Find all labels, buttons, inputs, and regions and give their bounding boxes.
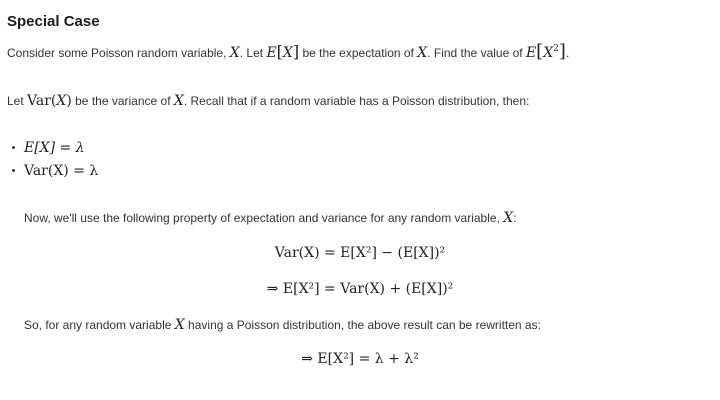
poisson-properties-list (12, 138, 98, 184)
bullet-icon (12, 146, 15, 149)
property-paragraph (24, 209, 517, 227)
math-x: X (229, 45, 240, 61)
question-paragraph (7, 40, 569, 62)
bullet-equation: E[X] = λ (24, 140, 85, 156)
question-text-1: Consider some Poisson random variable, (7, 46, 230, 60)
property-text-2: : (513, 211, 517, 225)
variance-text-3: . Recall that if a random variable has a Poisson distribution, then: (183, 94, 530, 108)
variance-text-2: be the variance of (71, 94, 174, 108)
conclusion-text-2: having a Poisson distribution, the above result can be rewritten as: (184, 318, 541, 332)
variance-text-1: Let (7, 94, 28, 108)
bullet-equation: Var(X) = λ (24, 163, 99, 179)
list-item (12, 138, 98, 161)
question-text-3: be the expectation of (299, 46, 418, 60)
bullet-icon (12, 169, 15, 172)
section-heading: Special Case (7, 13, 100, 30)
property-text-1: Now, we'll use the following property of expectation and variance for any random variable, (24, 211, 504, 225)
question-text-4: . Find the value of (427, 46, 526, 60)
equation-second-moment: ⇒ E[X²] = Var(X) + (E[X])² (266, 281, 454, 297)
math-expectation: E[X] (266, 42, 300, 61)
math-x: X (417, 45, 428, 61)
math-second-moment: $E[X^2]$ (525, 41, 566, 62)
question-text-2: . Let (239, 46, 267, 60)
variance-paragraph (7, 92, 529, 110)
question-text-5: . (565, 46, 570, 60)
math-x: X (174, 317, 185, 333)
conclusion-text-1: So, for any random variable (24, 318, 175, 332)
list-item (12, 161, 98, 184)
math-x: X (173, 93, 184, 109)
equation-variance-identity: Var(X) = E[X²] − (E[X])² (274, 245, 446, 261)
math-x: X (503, 210, 514, 226)
math-variance: Var(X) (27, 93, 72, 109)
conclusion-paragraph (24, 316, 541, 334)
equation-result: ⇒ E[X²] = λ + λ² (301, 351, 419, 367)
